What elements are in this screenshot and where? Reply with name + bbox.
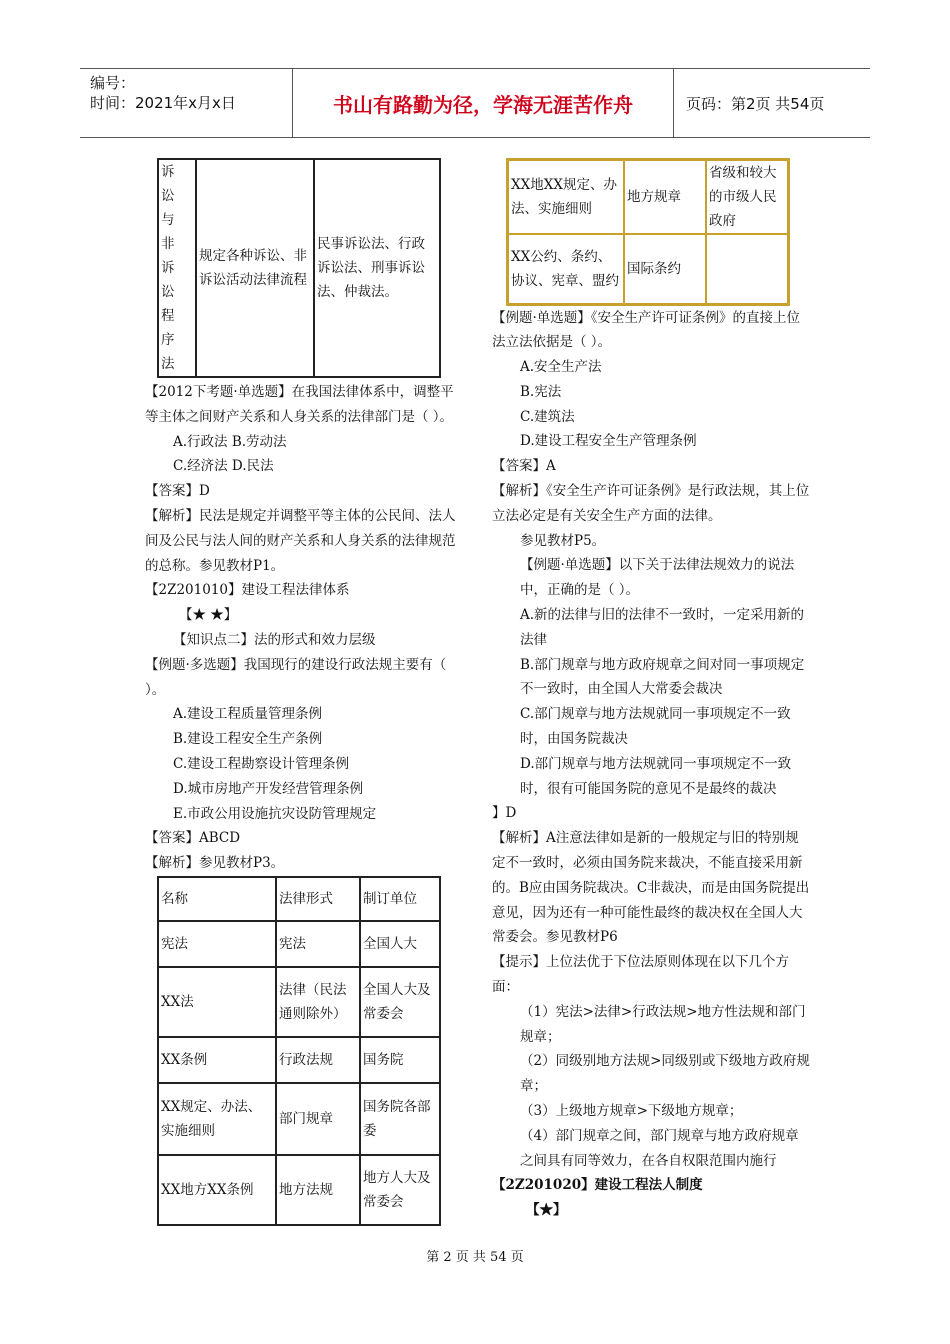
- table-cell: [706, 234, 789, 304]
- stars: 【★ ★】: [179, 607, 238, 624]
- answer: 【答案】A: [492, 458, 556, 475]
- page-info: 页码：第2页 共54页: [686, 94, 825, 113]
- table-cell: XX规定、办法、实施细则: [158, 1083, 276, 1155]
- tip-item: （2）同级别地方法规>同级别或下级地方政府规章；: [520, 1053, 810, 1095]
- table-row: [158, 967, 440, 1037]
- question-options: A.行政法 B.劳动法: [173, 433, 287, 450]
- table-cell: 宪法: [276, 921, 360, 967]
- tip-item: （3）上级地方规章>下级地方规章；: [520, 1103, 743, 1119]
- stars: 【★】: [526, 1202, 567, 1219]
- analysis: 【解析】民法是规定并调整平等主体的公民间、法人间及公民与法人间的财产关系和人身关系的法律规范的总称。参见教材P1。: [145, 507, 456, 574]
- table-cell: 全国人大: [360, 921, 440, 967]
- option: A.建设工程质量管理条例: [173, 706, 323, 723]
- option: B.建设工程安全生产条例: [173, 731, 323, 748]
- table-row: [158, 1083, 440, 1155]
- motto: 书山有路勤为径，学海无涯苦作舟: [293, 69, 674, 137]
- law-category-table: [157, 158, 441, 378]
- table-row: [158, 921, 440, 967]
- right-column: [492, 158, 810, 1223]
- analysis: 【解析】参见教材P3。: [145, 855, 285, 872]
- option: C.建筑法: [520, 408, 575, 425]
- table-cell: 国务院: [360, 1037, 440, 1083]
- question-stem: 【例题·多选题】我国现行的建设行政法规主要有（ ）。: [145, 656, 447, 698]
- table-cell: XX地XX规定、办法、实施细则: [508, 160, 625, 235]
- table-cell: 民事诉讼法、行政诉讼法、刑事诉讼法、仲裁法。: [314, 159, 440, 377]
- answer: 【答案】ABCD: [145, 830, 241, 847]
- tip-item: （4）部门规章之间，部门规章与地方政府规章之间具有同等效力，在各自权限范围内施行: [520, 1127, 799, 1169]
- analysis: 【解析】A注意法律如是新的一般规定与旧的特别规定不一致时，必须由国务院来裁决，不能直接采用新的。B应由国务院裁决。C非裁决，而是由国务院提出意见，因为还有一种可能性最终的裁决权在全国人大常委会。参见教材P6: [492, 830, 810, 946]
- page-footer: 第 2 页 共 54 页: [426, 1250, 524, 1265]
- tip-title: 【提示】上位法优于下位法原则体现在以下几个方面：: [492, 954, 789, 996]
- option: B.宪法: [520, 383, 562, 400]
- section-title: 【2Z201010】建设工程法律体系: [145, 582, 350, 599]
- table-cell: 宪法: [158, 921, 276, 967]
- page-header: [80, 68, 870, 138]
- table-cell: XX法: [158, 967, 276, 1037]
- option: D.建设工程安全生产管理条例: [520, 433, 697, 450]
- question-stem: 【例题·单选题】以下关于法律法规效力的说法中，正确的是（ ）。: [520, 557, 795, 599]
- tip-item: （1）宪法>法律>行政法规>地方性法规和部门规章；: [520, 1003, 806, 1045]
- table-cell: 地方规章: [624, 160, 706, 235]
- knowledge-point: 【知识点二】法的形式和效力层级: [173, 631, 376, 648]
- table-header: 名称: [158, 877, 276, 921]
- table-cell: 省级和较大的市级人民政府: [706, 160, 789, 235]
- question-stem: 【例题·单选题】《安全生产许可证条例》的直接上位法立法依据是（ ）。: [492, 309, 801, 351]
- number-label: 编号：: [90, 74, 136, 92]
- table-cell: 部门规章: [276, 1083, 360, 1155]
- table-cell: XX地方XX条例: [158, 1155, 276, 1225]
- table-cell: 规定各种诉讼、非诉讼活动法律流程: [196, 159, 314, 377]
- header-meta: [80, 69, 293, 137]
- option: C.部门规章与地方法规就同一事项规定不一致时，由国务院裁决: [520, 706, 791, 748]
- option: E.市政公用设施抗灾设防管理规定: [173, 805, 377, 822]
- law-form-table: [157, 876, 441, 1226]
- table-cell: XX条例: [158, 1037, 276, 1083]
- table-cell: 国务院各部委: [360, 1083, 440, 1155]
- reference: 参见教材P5。: [520, 532, 606, 549]
- table-cell: XX公约、条约、协议、宪章、盟约: [508, 234, 625, 304]
- table-header: 法律形式: [276, 877, 360, 921]
- law-form-table-continued: [506, 158, 790, 306]
- table-row: [158, 1037, 440, 1083]
- option: D.部门规章与地方法规就同一事项规定不一致时，很有可能国务院的意见不是最终的裁决: [520, 755, 792, 797]
- left-column: [145, 158, 463, 1226]
- table-header-row: [158, 877, 440, 921]
- table-row: [158, 1155, 440, 1225]
- table-cell: 行政法规: [276, 1037, 360, 1083]
- time-label: 时间：2021年x月x日: [90, 94, 236, 112]
- table-cell: 诉讼与非诉讼程序法: [158, 159, 196, 377]
- table-cell: 地方人大及常委会: [360, 1155, 440, 1225]
- table-cell: 国际条约: [624, 234, 706, 304]
- answer: 【答案】D: [145, 483, 210, 500]
- option: A.安全生产法: [520, 359, 602, 376]
- option: C.建设工程勘察设计管理条例: [173, 755, 350, 772]
- table-header: 制订单位: [360, 877, 440, 921]
- table-row: [508, 234, 789, 304]
- option: B.部门规章与地方政府规章之间对同一事项规定不一致时，由全国人大常委会裁决: [520, 656, 805, 698]
- table-cell: 法律（民法通则除外）: [276, 967, 360, 1037]
- table-row: [158, 159, 440, 377]
- option: D.城市房地产开发经营管理条例: [173, 780, 364, 797]
- question-stem: 【2012下考题·单选题】在我国法律体系中，调整平等主体之间财产关系和人身关系的法律部门是（ ）。: [145, 384, 454, 425]
- table-cell: 全国人大及常委会: [360, 967, 440, 1037]
- option: A.新的法律与旧的法律不一致时，一定采用新的法律: [520, 607, 805, 648]
- answer: 】D: [492, 805, 517, 822]
- analysis: 【解析】《安全生产许可证条例》是行政法规，其上位立法必定是有关安全生产方面的法律。: [492, 483, 810, 524]
- table-cell: 地方法规: [276, 1155, 360, 1225]
- table-row: [508, 160, 789, 235]
- section-title: 【2Z201020】建设工程法人制度: [492, 1177, 703, 1194]
- question-options: C.经济法 D.民法: [173, 458, 274, 475]
